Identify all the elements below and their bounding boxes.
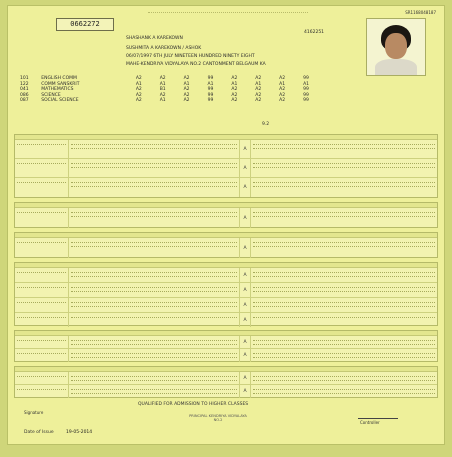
list-item: A bbox=[15, 268, 437, 283]
list-item: A bbox=[15, 208, 437, 228]
qualified-statement: QUALIFIED FOR ADMISSION TO HIGHER CLASSES bbox=[138, 402, 249, 407]
health-physical-section bbox=[14, 366, 438, 398]
list-item: A bbox=[15, 349, 437, 362]
barcode-number: SR1168048187 bbox=[405, 10, 436, 15]
date-of-birth: 06/07/1997 6TH JULY NINETEEN HUNDRED NINETY EIGHT bbox=[126, 54, 255, 59]
header-text-line bbox=[148, 12, 308, 19]
principal-seal: PRINCIPAL KENDRIYA VIDYALAYA NO.2 bbox=[189, 414, 247, 422]
list-item: A bbox=[15, 159, 437, 178]
controller-signature-line bbox=[358, 412, 398, 419]
signature-left: Signature bbox=[24, 410, 44, 415]
signature-right: Controller bbox=[360, 420, 380, 425]
issue-date: 19-05-2014 bbox=[66, 430, 93, 435]
student-photo bbox=[366, 18, 426, 76]
list-item: A bbox=[15, 372, 437, 385]
co-scholastic-section bbox=[14, 330, 438, 362]
date-label: Date of Issue bbox=[24, 430, 54, 435]
cgpa-value: 9.2 bbox=[262, 122, 270, 127]
table-row: 087 SOCIAL SCIENCE A2 A1 A2 99 A2 A2 A2 99 bbox=[20, 98, 309, 104]
attitudes-values-section bbox=[14, 262, 438, 326]
list-item: A bbox=[15, 336, 437, 349]
list-item: A bbox=[15, 298, 437, 313]
list-item: A bbox=[15, 385, 437, 398]
table-row: 122 COMM SANSKRIT A1 A1 A1 A1 A1 A1 A1 A1 bbox=[20, 81, 310, 87]
school-name: MAHE-KENDRIYA VIDYALAYA NO.2 CANTONMENT BELGAUM KA bbox=[126, 62, 266, 67]
subject-grades-table bbox=[18, 76, 318, 104]
list-item: A bbox=[15, 283, 437, 298]
serial-number-box: 0662272 bbox=[56, 18, 114, 31]
marksheet-document bbox=[7, 5, 445, 445]
list-item: A bbox=[15, 178, 437, 197]
life-skills-section bbox=[14, 134, 438, 198]
table-row: 086 SCIENCE A2 A2 A2 99 A2 A2 A2 99 bbox=[20, 92, 309, 98]
visual-arts-section bbox=[14, 232, 438, 258]
table-row: 101 ENGLISH COMM A2 A2 A2 99 A2 A2 A2 99 bbox=[20, 76, 309, 82]
parents-names: SUSHMITA A KAREKOWN / ASHOK bbox=[126, 46, 202, 51]
list-item: A bbox=[15, 313, 437, 327]
work-education-section bbox=[14, 202, 438, 228]
table-row: 041 MATHEMATICS A2 B1 A2 99 A2 A2 A2 99 bbox=[20, 87, 309, 93]
list-item: A bbox=[15, 140, 437, 159]
list-item: A bbox=[15, 238, 437, 258]
registration-number: 4162251 bbox=[304, 30, 325, 35]
student-name: SHASHANK A KAREKOWN bbox=[126, 36, 183, 41]
